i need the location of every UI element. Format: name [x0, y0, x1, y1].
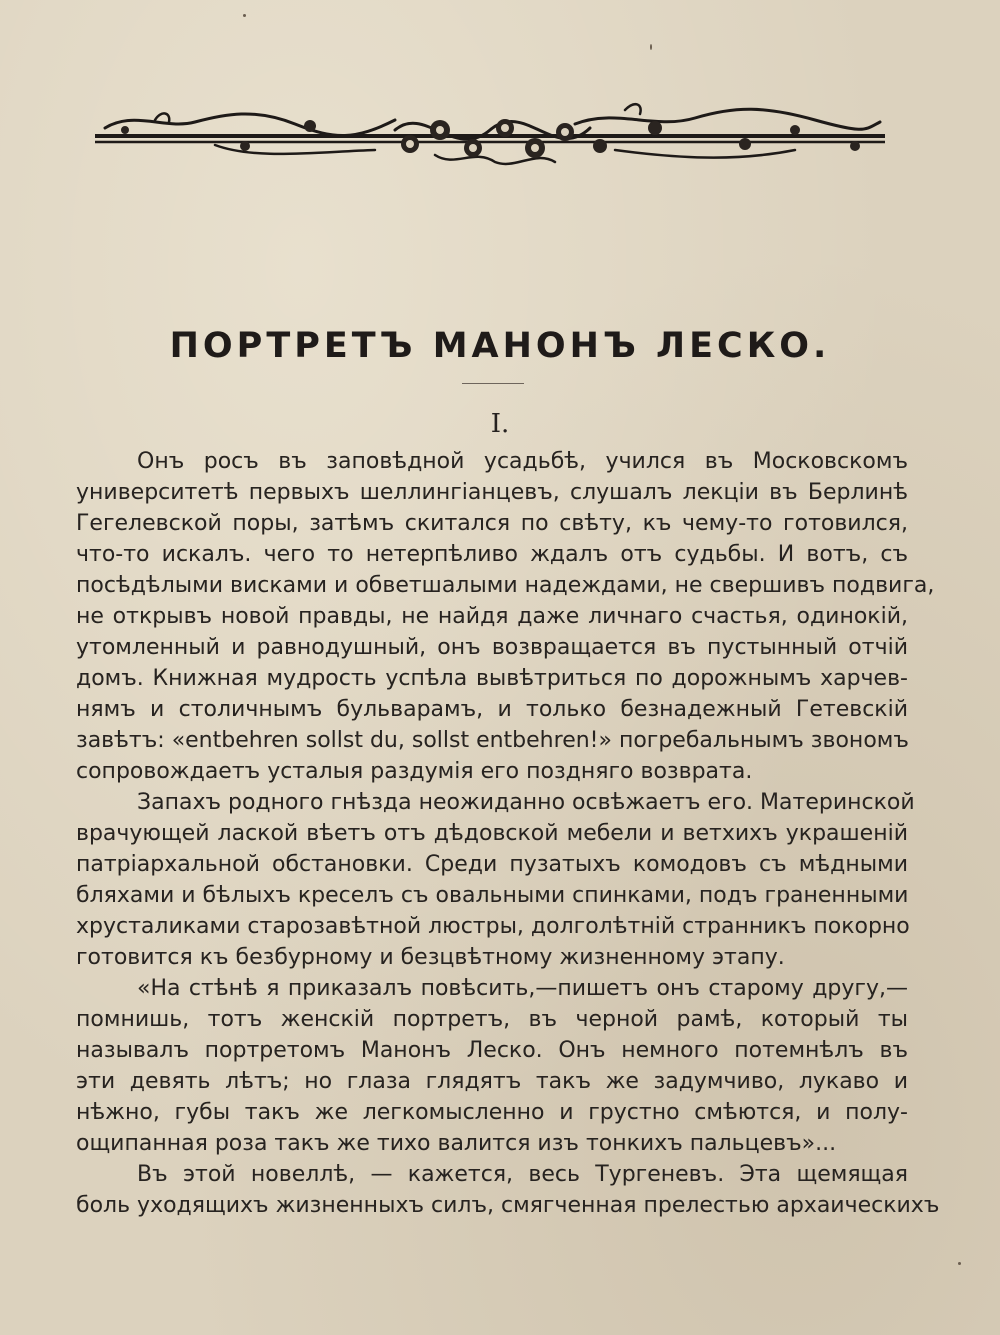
paper-speck [243, 14, 246, 17]
paper-speck [650, 44, 652, 50]
text-line: патріархальной обстановки. Среди пузатыхъ комодовъ съ мѣдными [76, 852, 908, 877]
paper-speck [958, 1262, 961, 1265]
text-line: посѣдѣлыми висками и обветшалыми надеждами, не свершивъ подвига, [76, 573, 935, 598]
text-line: нямъ и столичнымъ бульварамъ, и только безнадежный Гетевскій [76, 697, 908, 722]
text-line: не открывъ новой правды, не найдя даже личнаго счастья, одинокій, [76, 604, 908, 629]
text-line: ощипанная роза такъ же тихо валится изъ тонкихъ пальцевъ»... [76, 1131, 837, 1156]
text-line: нѣжно, губы такъ же легкомысленно и грустно смѣются, и полу- [76, 1100, 908, 1125]
text-line: «На стѣнѣ я приказалъ повѣсить,—пишетъ онъ старому другу,— [137, 976, 908, 1001]
text-line: что-то искалъ. чего то нетерпѣливо ждалъ отъ судьбы. И вотъ, съ [76, 542, 908, 567]
text-line: хрусталиками старозавѣтной люстры, долголѣтній странникъ покорно [76, 914, 910, 939]
text-line: врачующей лаской вѣетъ отъ дѣдовской мебели и ветхихъ украшеній [76, 821, 908, 846]
section-number: I. [490, 409, 510, 439]
text-line: помнишь, тотъ женскій портретъ, въ черной рамѣ, который ты [76, 1007, 908, 1032]
text-line: Въ этой новеллѣ, — кажется, весь Тургеневъ. Эта щемящая [137, 1162, 908, 1187]
text-line: завѣтъ: «entbehren sollst du, sollst entbehren!» погребальнымъ звономъ [76, 728, 909, 753]
text-line: университетѣ первыхъ шеллингіанцевъ, слушалъ лекціи въ Берлинѣ [76, 480, 908, 505]
text-line: называлъ портретомъ Манонъ Леско. Онъ немного потемнѣлъ въ [76, 1038, 908, 1063]
text-line: готовится къ безбурному и безцвѣтному жизненному этапу. [76, 945, 785, 970]
text-line: домъ. Книжная мудрость успѣла вывѣтриться по дорожнымъ харчев- [76, 666, 908, 691]
text-line: бляхами и бѣлыхъ креселъ съ овальными спинками, подъ граненными [76, 883, 909, 908]
text-line: Онъ росъ въ заповѣдной усадьбѣ, учился въ Московскомъ [137, 449, 908, 474]
title-divider [462, 383, 524, 384]
text-line: утомленный и равнодушный, онъ возвращается въ пустынный отчій [76, 635, 908, 660]
text-line: эти девять лѣтъ; но глаза глядятъ такъ же задумчиво, лукаво и [76, 1069, 908, 1094]
text-line: сопровождаетъ усталыя раздумія его поздняго возврата. [76, 759, 753, 784]
text-line: Гегелевской поры, затѣмъ скитался по свѣту, къ чему-то готовился, [76, 511, 908, 536]
floral-vignette-icon [95, 100, 885, 170]
body-text [76, 446, 940, 1221]
page-title: ПОРТРЕТЪ МАНОНЪ ЛЕСКО. [169, 326, 831, 366]
text-line: боль уходящихъ жизненныхъ силъ, смягченная прелестью архаическихъ [76, 1193, 940, 1218]
text-line: Запахъ родного гнѣзда неожиданно освѣжаетъ его. Материнской [137, 790, 915, 815]
